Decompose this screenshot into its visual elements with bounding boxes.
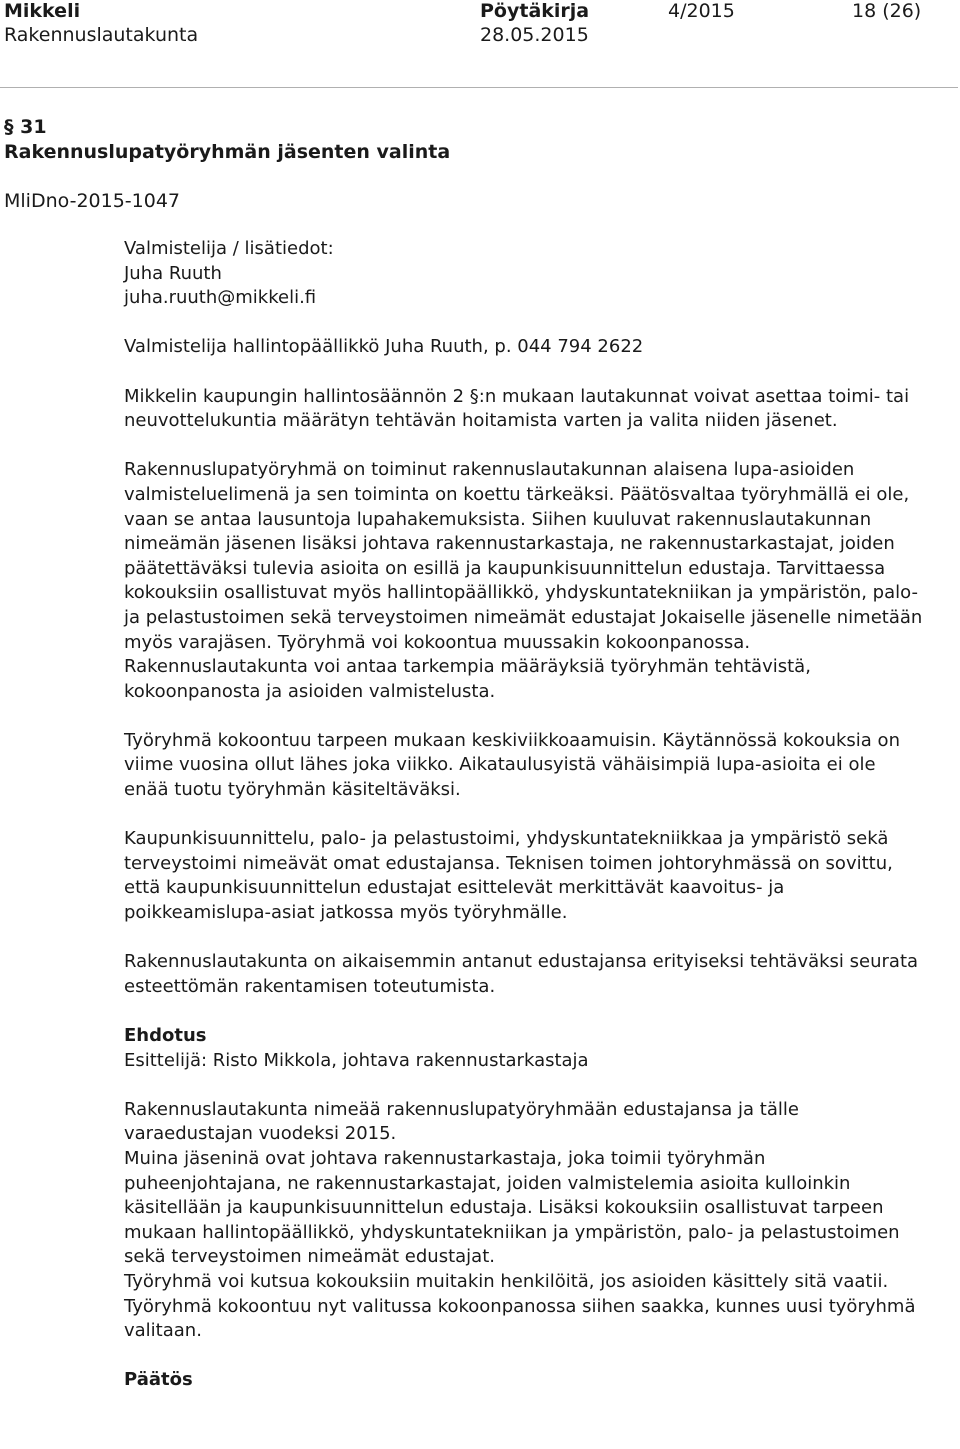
paragraph: Rakennuslautakunta on aikaisemmin antanut edustajansa erityiseksi tehtäväksi seurata esteettömän rakentamisen toteutumista. xyxy=(124,951,919,997)
paragraph: Työryhmä kokoontuu tarpeen mukaan keskiviikkoaamuisin. Käytännössä kokouksia on viime vuosina ollut lähes joka viikko. Aikataulusyistä vähäisimpiä lupa-asioita ei ole enää tuotu työryhmän käsiteltäväksi. xyxy=(124,729,900,801)
document-body xyxy=(124,237,924,1393)
proposal-presenter: Esittelijä: Risto Mikkola, johtava rakennustarkastaja xyxy=(124,1049,589,1071)
proposal-line: Rakennuslautakunta nimeää rakennuslupatyöryhmään edustajansa ja tälle varaedustajan vuodeksi 2015. xyxy=(124,1098,799,1145)
proposal-line: Työryhmä voi kutsua kokouksiin muitakin henkilöitä, jos asioiden käsittely sitä vaatii. xyxy=(124,1270,889,1292)
proposal-heading: Ehdotus xyxy=(124,1025,207,1046)
contact-name: Juha Ruuth xyxy=(124,262,222,284)
proposal-line: Työryhmä kokoontuu nyt valitussa kokoonpanossa siihen saakka, kunnes uusi työryhmä valitaan. xyxy=(124,1295,916,1342)
section-title: Rakennuslupatyöryhmän jäsenten valinta xyxy=(4,141,451,163)
city-name: Mikkeli xyxy=(4,0,81,22)
section-number xyxy=(4,116,47,138)
proposal-line: Muina jäseninä ovat johtava rakennustarkastaja, joka toimii työryhmän puheenjohtajana, ne rakennustarkastajat, joiden valmistelemia asioita kulloinkin käsitellään ja kaupunkisuunnittelun edustaja. Lisäksi kokouksiin osallistuvat tarpeen mukaan hallintopäällikkö, yhdyskuntatekniikan ja ympäristön, palo- ja pelastustoimen sekä terveystoimen nimeämät edustajat. xyxy=(124,1147,900,1268)
document-number: 4/2015 xyxy=(668,0,735,22)
section-symbol: § xyxy=(4,116,14,138)
paragraph: Rakennuslupatyöryhmä on toiminut rakennuslautakunnan alaisena lupa-asioiden valmisteluelimenä ja sen toiminta on koettu tärkeäksi. Päätösvaltaa työryhmällä ei ole, vaan se antaa lausuntoja lupahakemuksista. Siihen kuuluvat rakennuslautakunnan nimeämän jäsenen lisäksi johtava rakennustarkastaja, ne rakennustarkastajat, joiden päätettäväksi tulevia asioita on esillä ja kaupunkisuunnittelun edustaja. Tarvittaessa kokouksiin osallistuvat myös hallintopäällikkö, yhdyskuntatekniikan ja ympäristön, palo- ja pelastustoimen sekä terveystoimen nimeämät edustajat Jokaiselle jäsenelle nimetään myös varajäsen. Työryhmä voi kokoontua muussakin kokoonpanossa. Rakennuslautakunta voi antaa tarkempia määräyksiä työryhmän tehtävistä, kokoonpanosta ja asioiden valmistelusta. xyxy=(124,459,923,702)
document-type: Pöytäkirja xyxy=(480,0,590,22)
preparer-line: Valmistelija hallintopäällikkö Juha Ruuth, p. 044 794 2622 xyxy=(124,336,644,358)
page-header xyxy=(0,0,960,86)
contact-email: juha.ruuth@mikkeli.fi xyxy=(124,287,317,309)
section-number-value: 31 xyxy=(20,116,47,138)
body-name: Rakennuslautakunta xyxy=(4,24,199,46)
meeting-date: 28.05.2015 xyxy=(480,24,589,46)
paragraph: Kaupunkisuunnittelu, palo- ja pelastustoimi, yhdyskuntatekniikkaa ja ympäristö sekä terveystoimi nimeävät omat edustajansa. Teknisen toimen johtoryhmässä on sovittu, että kaupunkisuunnittelun edustajat esittelevät merkittävät kaavoitus- ja poikkeamislupa-asiat jatkossa myös työryhmälle. xyxy=(124,828,893,924)
diary-number: MliDno-2015-1047 xyxy=(4,190,181,212)
page-number: 18 (26) xyxy=(852,0,922,22)
paragraph: Mikkelin kaupungin hallintosäännön 2 §:n mukaan lautakunnat voivat asettaa toimi- tai neuvottelukuntia määrätyn tehtävän hoitamista varten ja valita niiden jäsenet. xyxy=(124,385,910,432)
header-divider xyxy=(0,87,958,88)
decision-heading: Päätös xyxy=(124,1369,193,1391)
contact-label: Valmistelija / lisätiedot: xyxy=(124,238,334,259)
